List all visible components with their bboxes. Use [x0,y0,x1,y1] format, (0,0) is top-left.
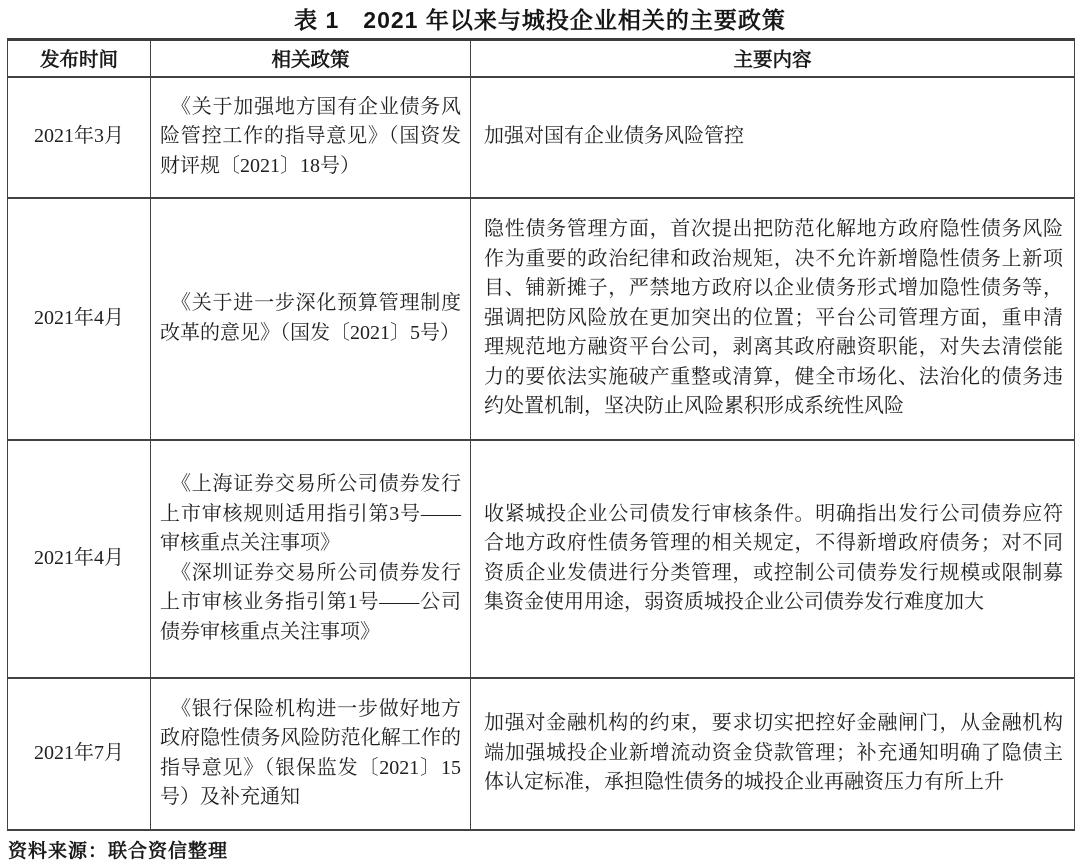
table-row [8,77,1075,198]
table-header-row [8,40,1075,77]
cell-main-content: 隐性债务管理方面，首次提出把防范化解地方政府隐性债务风险作为重要的政治纪律和政治规矩，决不允许新增隐性债务上新项目、铺新摊子，严禁地方政府以企业债务形式增加隐性债务等，强调把防风险放在更加突出的位置；平台公司管理方面，重申清理规范地方融资平台公司，剥离其政府融资职能，对失去清偿能力的要依法实施破产重整或清算，健全市场化、法治化的债务违约处置机制，坚决防止风险累积形成系统性风险 [471,198,1075,440]
table-row [8,678,1075,830]
policy-title: 《深圳证券交易所公司债券发行上市审核业务指引第1号——公司债券审核重点关注事项》 [160,561,461,643]
cell-related-policy [151,198,471,440]
policy-title: 《关于进一步深化预算管理制度改革的意见》（国发〔2021〕5号） [160,292,461,344]
policy-title: 《上海证券交易所公司债券发行上市审核规则适用指引第3号——审核重点关注事项》 [160,473,461,554]
cell-publish-date: 2021年4月 [8,198,151,440]
policy-title: 《关于加强地方国有企业债务风险管控工作的指导意见》（国资发财评规〔2021〕18号） [160,95,461,177]
column-header-main-content: 主要内容 [471,40,1075,77]
cell-related-policy [151,440,471,678]
column-header-related-policy: 相关政策 [151,40,471,77]
cell-main-content: 收紧城投企业公司债发行审核条件。明确指出发行公司债券应符合地方政府性债务管理的相关规定，不得新增政府债务；对不同资质企业发债进行分类管理，或控制公司债券发行规模或限制募集资金使用用途，弱资质城投企业公司债券发行难度加大 [471,440,1075,678]
cell-main-content: 加强对国有企业债务风险管控 [471,77,1075,198]
table-title: 表 1 2021 年以来与城投企业相关的主要政策 [294,7,786,33]
policy-table [7,38,1075,831]
policy-title: 《银行保险机构进一步做好地方政府隐性债务风险防范化解工作的指导意见》（银保监发〔2021〕15号）及补充通知 [160,697,461,808]
cell-publish-date: 2021年3月 [8,77,151,198]
cell-publish-date: 2021年4月 [8,440,151,678]
cell-publish-date: 2021年7月 [8,678,151,830]
table-row [8,440,1075,678]
cell-related-policy [151,77,471,198]
column-header-publish-date: 发布时间 [8,40,151,77]
cell-related-policy [151,678,471,830]
source-note: 资料来源：联合资信整理 [8,840,229,862]
cell-main-content: 加强对金融机构的约束，要求切实把控好金融闸门，从金融机构端加强城投企业新增流动资金贷款管理；补充通知明确了隐债主体认定标准，承担隐性债务的城投企业再融资压力有所上升 [471,678,1075,830]
table-row [8,198,1075,440]
